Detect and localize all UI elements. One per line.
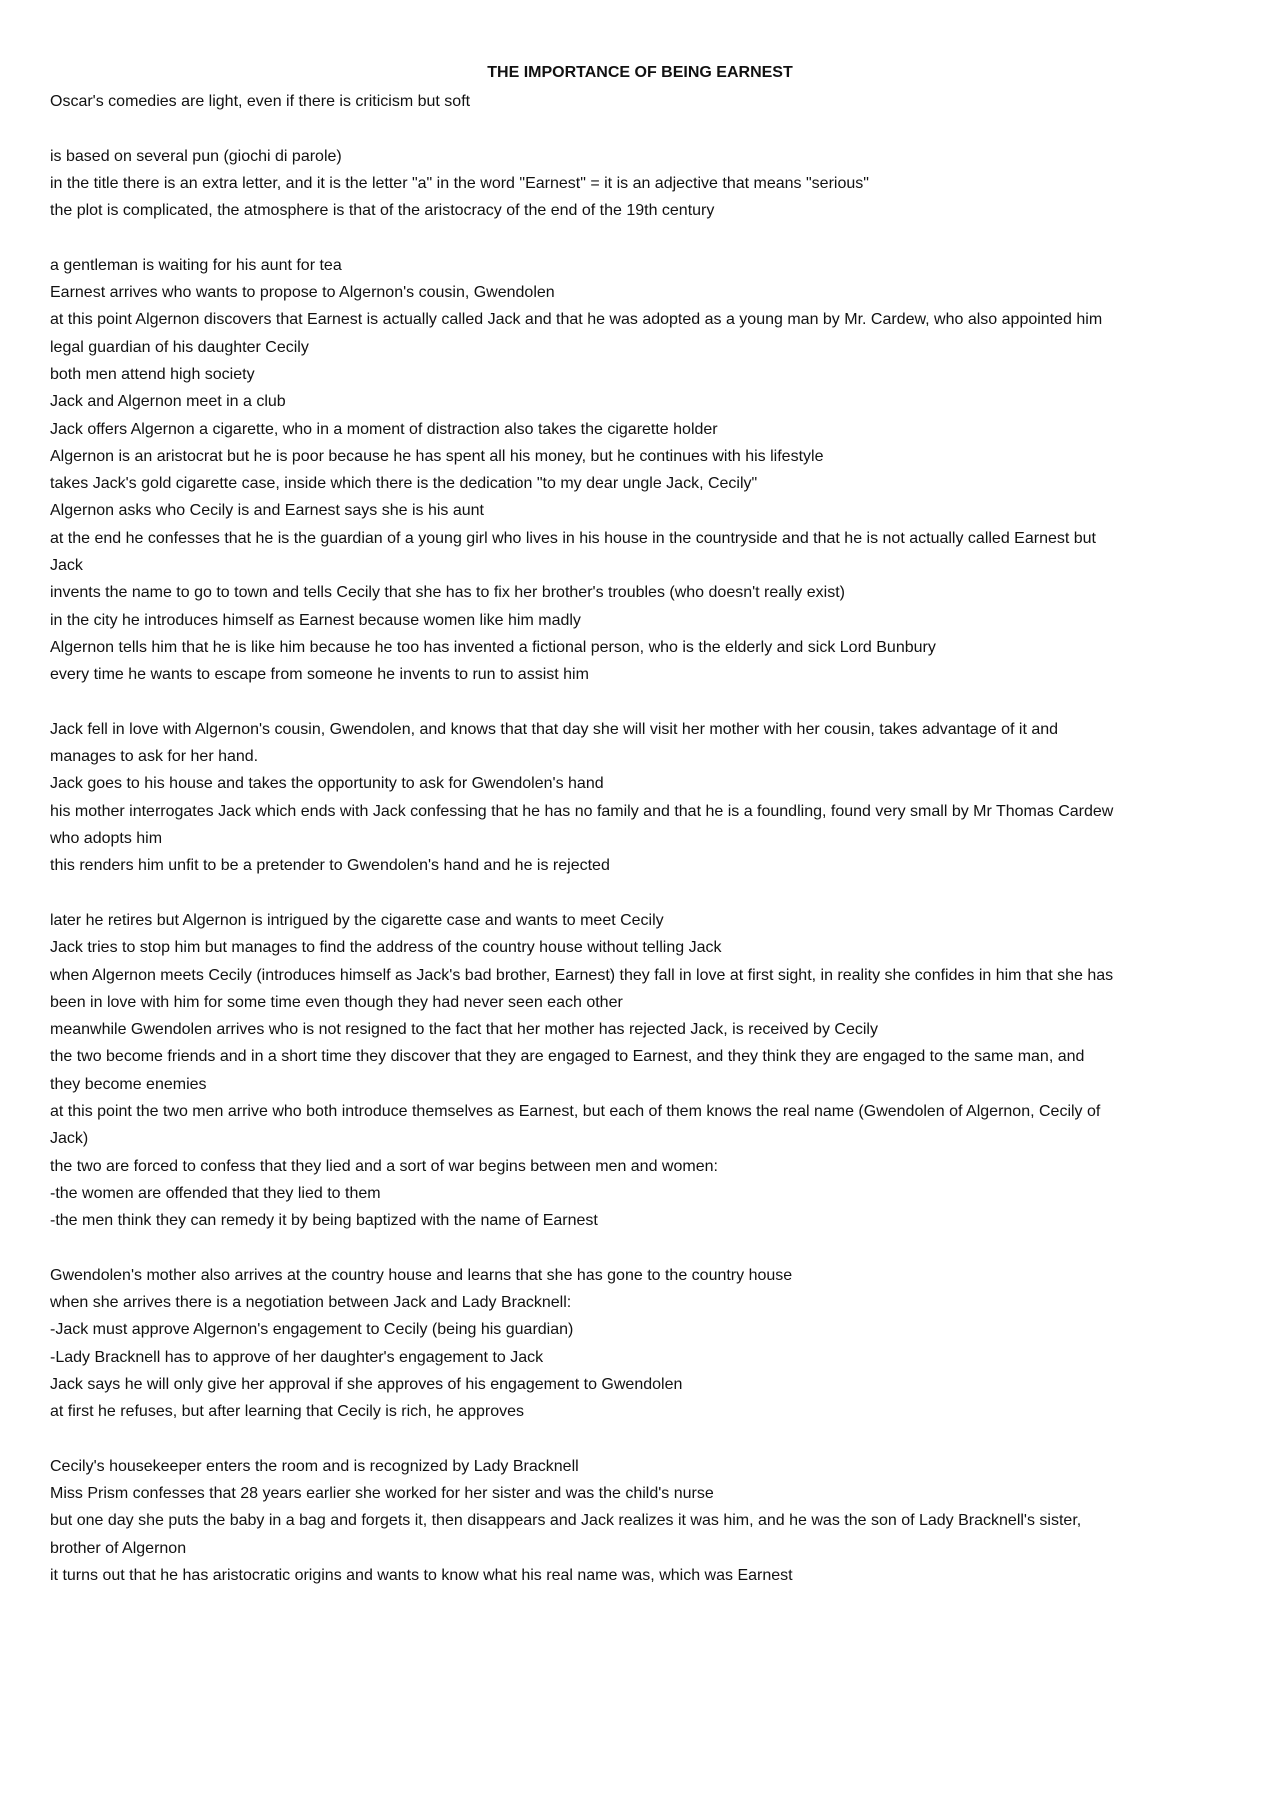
text-line: both men attend high society — [50, 365, 255, 383]
text-line: -the men think they can remedy it by being baptized with the name of Earnest — [50, 1212, 598, 1230]
text-line: Oscar's comedies are light, even if there is criticism but soft — [50, 93, 471, 110]
text-line: Miss Prism confesses that 28 years earlier she worked for her sister and was the child's nurse — [50, 1485, 714, 1503]
document-body — [50, 88, 1230, 1589]
text-line: Earnest arrives who wants to propose to Algernon's cousin, Gwendolen — [50, 284, 555, 302]
text-line: Jack) — [50, 1130, 89, 1148]
text-line: Jack offers Algernon a cigarette, who in a moment of distraction also takes the cigarette holder — [50, 420, 718, 438]
text-line: Algernon asks who Cecily is and Earnest says she is his aunt — [50, 502, 484, 520]
blank-line — [50, 689, 1230, 716]
blank-line — [50, 224, 1230, 251]
text-line: his mother interrogates Jack which ends with Jack confessing that he has no family and that he is a foundling, found very small by Mr Thomas Cardew — [50, 802, 1114, 820]
text-line: -Jack must approve Algernon's engagement to Cecily (being his guardian) — [50, 1321, 574, 1339]
text-line: every time he wants to escape from someone he invents to run to assist him — [50, 666, 589, 684]
text-line: Cecily's housekeeper enters the room and is recognized by Lady Bracknell — [50, 1457, 579, 1475]
text-line: meanwhile Gwendolen arrives who is not resigned to the fact that her mother has rejected Jack, is received by Cecily — [50, 1021, 878, 1039]
text-line: at the end he confesses that he is the guardian of a young girl who lives in his house in the countryside and that he is not actually called Earnest but — [50, 529, 1096, 547]
text-line: when she arrives there is a negotiation between Jack and Lady Bracknell: — [50, 1294, 572, 1312]
text-line: -the women are offended that they lied to them — [50, 1184, 381, 1202]
blank-line — [50, 1426, 1230, 1453]
text-line: -Lady Bracknell has to approve of her daughter's engagement to Jack — [50, 1348, 544, 1366]
text-line: Jack says he will only give her approval if she approves of his engagement to Gwendolen — [50, 1375, 683, 1393]
text-line: at this point the two men arrive who both introduce themselves as Earnest, but each of them knows the real name (Gwendolen of Algernon, Cecily of — [50, 1102, 1101, 1120]
text-line: Jack fell in love with Algernon's cousin, Gwendolen, and knows that that day she will visit her mother with her cousin, takes advantage of it and — [50, 720, 1059, 738]
text-line: legal guardian of his daughter Cecily — [50, 338, 309, 356]
blank-line — [50, 1234, 1230, 1261]
text-line: in the city he introduces himself as Earnest because women like him madly — [50, 611, 581, 629]
text-line: invents the name to go to town and tells Cecily that she has to fix her brother's troubles (who doesn't really exist) — [50, 584, 845, 602]
text-line: manages to ask for her hand. — [50, 748, 259, 766]
text-line: takes Jack's gold cigarette case, inside which there is the dedication "to my dear ungle Jack, Cecily" — [50, 475, 758, 493]
text-line: in the title there is an extra letter, and it is the letter "a" in the word "Earnest" = it is an adjective that means "serious" — [50, 174, 869, 192]
text-line: the plot is complicated, the atmosphere is that of the aristocracy of the end of the 19th century — [50, 202, 715, 220]
blank-line — [50, 880, 1230, 907]
text-line: it turns out that he has aristocratic origins and wants to know what his real name was, which was Earnest — [50, 1567, 793, 1585]
text-line: is based on several pun (giochi di parole) — [50, 147, 342, 165]
text-line: who adopts him — [50, 830, 163, 848]
text-line: Jack — [50, 557, 83, 575]
text-line: at first he refuses, but after learning that Cecily is rich, he approves — [50, 1403, 525, 1421]
text-line: Algernon tells him that he is like him because he too has invented a fictional person, who is the elderly and sick Lord Bunbury — [50, 638, 936, 656]
text-line: Jack goes to his house and takes the opportunity to ask for Gwendolen's hand — [50, 775, 604, 793]
text-line: Jack and Algernon meet in a club — [50, 393, 286, 411]
text-line: Jack tries to stop him but manages to find the address of the country house without telling Jack — [50, 939, 722, 957]
text-line: the two are forced to confess that they lied and a sort of war begins between men and women: — [50, 1157, 718, 1175]
text-line: been in love with him for some time even though they had never seen each other — [50, 993, 623, 1011]
text-line: a gentleman is waiting for his aunt for tea — [50, 256, 342, 274]
document-title: THE IMPORTANCE OF BEING EARNEST — [487, 64, 793, 81]
text-line: later he retires but Algernon is intrigued by the cigarette case and wants to meet Cecily — [50, 911, 664, 929]
text-line: this renders him unfit to be a pretender to Gwendolen's hand and he is rejected — [50, 857, 610, 875]
blank-line — [50, 115, 1230, 142]
text-line: at this point Algernon discovers that Earnest is actually called Jack and that he was adopted as a young man by Mr. Cardew, who also appointed him — [50, 311, 1103, 329]
text-line: they become enemies — [50, 1075, 207, 1093]
text-line: but one day she puts the baby in a bag and forgets it, then disappears and Jack realizes it was him, and he was the son of Lady Bracknell's sister, — [50, 1512, 1082, 1530]
text-line: Gwendolen's mother also arrives at the country house and learns that she has gone to the country house — [50, 1266, 793, 1284]
text-line: Algernon is an aristocrat but he is poor because he has spent all his money, but he continues with his lifestyle — [50, 447, 824, 465]
text-line: brother of Algernon — [50, 1539, 187, 1557]
text-line: the two become friends and in a short time they discover that they are engaged to Earnest, and they think they are engaged to the same man, and — [50, 1048, 1085, 1066]
text-line: when Algernon meets Cecily (introduces himself as Jack's bad brother, Earnest) they fall in love at first sight, in reality she confides in him that she has — [50, 966, 1114, 984]
